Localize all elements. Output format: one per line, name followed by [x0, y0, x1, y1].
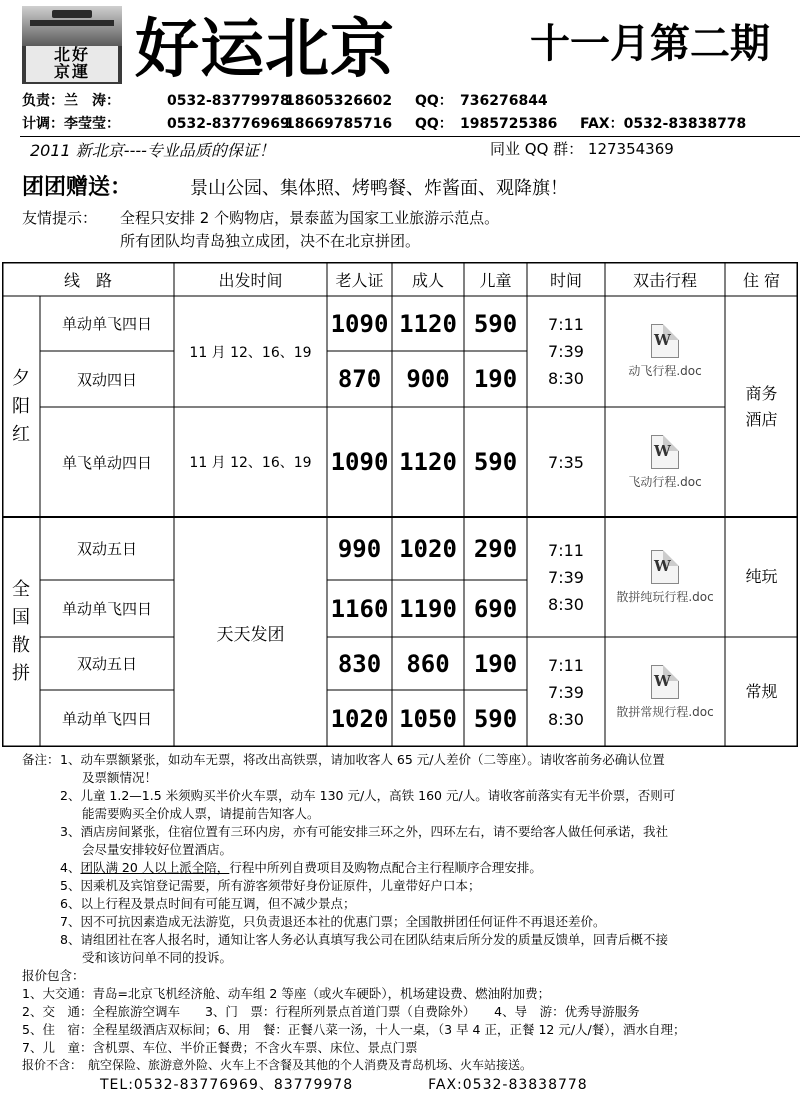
logo-text-2: 京運 — [53, 62, 90, 81]
price-child: 590 — [473, 704, 518, 733]
note-1b: 及票额情况！ — [82, 770, 158, 785]
route-name: 双动五日 — [76, 655, 137, 673]
accommodation-line: 酒店 — [745, 409, 778, 429]
time-value: 7:39 — [548, 342, 584, 361]
note-1a: 1、动车票额紧张，如动车无票，将改出高铁票，请加收客人 65 元/人差价（二等座）。请收客前务必确认位置 — [60, 752, 665, 767]
contact-mobile: 18669785716 — [285, 116, 393, 132]
tip-line-2: 所有团队均青岛独立成团，决不在北京拼团。 — [120, 232, 421, 250]
time-value: 8:30 — [548, 709, 584, 729]
header-divider — [20, 136, 800, 137]
note-8b: 受和该访问单不同的投诉。 — [82, 950, 233, 965]
price-adult: 1050 — [399, 704, 457, 733]
gate-roof-graphic — [22, 6, 122, 46]
accommodation: 常规 — [745, 682, 778, 701]
price-child: 590 — [473, 309, 518, 338]
includes-line-4: 7、儿 童：含机票、车位、半价正餐费；不含火车票、床位、景点门票 — [22, 1040, 418, 1055]
time-value: 7:11 — [548, 540, 584, 560]
accommodation: 纯玩 — [745, 567, 778, 586]
group-char: 散 — [12, 635, 30, 656]
note-3b: 会尽量安排较好位置酒店。 — [82, 842, 233, 857]
route-name: 双动五日 — [76, 540, 137, 558]
group-name-sunset — [2, 296, 40, 517]
route-name: 双动四日 — [76, 370, 137, 389]
route-name: 单动单飞四日 — [61, 600, 152, 618]
train-times — [527, 296, 605, 407]
contact-phone: 0532-83776969 — [167, 116, 290, 132]
route-name: 单动单飞四日 — [61, 710, 152, 728]
price-elder: 1020 — [330, 704, 389, 733]
itinerary-doc-link[interactable] — [605, 637, 725, 747]
time-value: 8:30 — [548, 594, 584, 614]
word-doc-icon[interactable]: W — [651, 665, 679, 699]
itinerary-doc-link[interactable] — [605, 407, 725, 517]
includes-label: 报价包含： — [22, 968, 85, 983]
group-char: 国 — [12, 607, 30, 628]
includes-line-2: 2、交 通：全程旅游空调车 3、门 票：行程所列景点首道门票（自费除外） 4、导 游：优秀导游服务 — [22, 1004, 640, 1019]
logo-text-1: 北好 — [53, 45, 90, 64]
issue-label: 十一月第二期 — [530, 21, 770, 67]
time-value: 7:11 — [548, 655, 584, 675]
doc-filename[interactable]: 散拼常规行程.doc — [616, 704, 714, 719]
note-4 — [60, 858, 542, 877]
itinerary-doc-link[interactable] — [605, 517, 725, 637]
price-adult: 1020 — [399, 534, 457, 563]
group-char: 全 — [12, 579, 30, 600]
qq-label: QQ： — [415, 93, 453, 109]
price-adult: 1190 — [399, 594, 457, 623]
header-route: 线 路 — [63, 270, 112, 290]
includes-line-1: 1、大交通：青岛=北京飞机经济舱、动车组 2 等座（或火车硬卧），机场建设费、燃油附加费； — [22, 986, 551, 1001]
price-adult: 860 — [406, 649, 450, 678]
price-child: 690 — [473, 594, 518, 623]
header-adult: 成人 — [411, 270, 444, 290]
doc-filename[interactable]: 散拼纯玩行程.doc — [616, 589, 714, 604]
qq-group: 同业 QQ 群： 127354369 — [490, 140, 674, 158]
doc-filename[interactable]: 动飞行程.doc — [628, 364, 702, 378]
word-doc-icon[interactable]: W — [651, 324, 679, 358]
note-4-escort: 团队满 20 人以上派全陪， — [80, 860, 230, 875]
doc-filename[interactable]: 飞动行程.doc — [628, 474, 702, 489]
notes-label: 备注： — [22, 752, 60, 767]
price-adult: 1120 — [399, 448, 457, 476]
price-child: 190 — [473, 365, 518, 393]
itinerary-doc-link[interactable] — [605, 296, 725, 407]
header-depart: 出发时间 — [218, 270, 283, 290]
contact-qq: 736276844 — [460, 93, 548, 109]
header-child: 儿童 — [479, 270, 512, 290]
contact-fax: FAX：0532-83838778 — [580, 116, 747, 132]
accommodation-line: 商务 — [745, 383, 778, 403]
header-time: 时间 — [549, 270, 582, 290]
time-value: 7:39 — [548, 682, 584, 702]
contact-qq: 1985725386 — [460, 116, 558, 132]
page-title: 好运北京 — [135, 12, 395, 87]
train-times — [527, 517, 605, 637]
time-value: 7:35 — [548, 452, 584, 472]
note-7: 7、因不可抗因素造成无法游览，只负责退还本社的优惠门票；全国散拼团任何证件不再退还差价。 — [60, 914, 606, 929]
price-elder: 1090 — [330, 309, 389, 338]
time-value: 7:39 — [548, 567, 584, 587]
slogan: 2011 新北京----专业品质的保证！ — [30, 141, 275, 160]
gift-label: 团团赠送： — [22, 175, 133, 200]
header-itinerary: 双击行程 — [632, 270, 697, 290]
time-value: 8:30 — [548, 369, 584, 388]
departure-daily: 天天发团 — [216, 624, 285, 645]
contact-phone: 0532-83779978 — [167, 93, 290, 109]
train-times — [527, 637, 605, 747]
word-doc-icon[interactable]: W — [651, 435, 679, 469]
accommodation — [725, 296, 798, 517]
word-doc-icon[interactable]: W — [651, 550, 679, 584]
contact-role: 负责：兰 涛： — [22, 93, 120, 109]
note-4-number: 4、 — [60, 860, 81, 875]
contact-role: 计调：李莹莹： — [22, 116, 120, 132]
note-4-rest: 行程中所列自费项目及购物点配合主行程顺序合理安排。 — [229, 860, 542, 875]
time-value: 7:11 — [548, 315, 584, 334]
price-child: 190 — [473, 649, 518, 678]
departure-dates: 11 月 12、16、19 — [189, 344, 312, 361]
logo-seal — [26, 46, 118, 82]
price-table — [2, 262, 798, 747]
departure-dates: 11 月 12、16、19 — [189, 455, 312, 471]
logo — [22, 6, 122, 84]
note-2b: 能需要购买全价成人票，请提前告知客人。 — [82, 806, 320, 821]
tip-line-1: 全程只安排 2 个购物店，景泰蓝为国家工业旅游示范点。 — [120, 209, 500, 227]
note-5: 5、因乘机及宾馆登记需要，所有游客须带好身份证原件，儿童带好户口本； — [60, 878, 481, 893]
group-char: 拼 — [12, 663, 30, 684]
contact-line-1 — [22, 90, 580, 110]
train-times — [527, 407, 605, 517]
contact-mobile: 18605326602 — [285, 93, 393, 109]
tip-label: 友情提示： — [22, 209, 98, 227]
route-name: 单动单飞四日 — [61, 315, 152, 333]
price-child: 590 — [473, 448, 518, 476]
contact-line-2 — [22, 113, 746, 133]
route-name: 单飞单动四日 — [61, 453, 152, 472]
price-child: 290 — [473, 534, 518, 563]
qq-label: QQ： — [415, 116, 453, 132]
price-adult: 1120 — [399, 309, 457, 338]
note-2a: 2、儿童 1.2—1.5 米须购买半价火车票，动车 130 元/人，高铁 160 元/人。请收客前落实有无半价票，否则可 — [60, 788, 676, 803]
header-elder: 老人证 — [335, 270, 384, 290]
price-elder: 1090 — [330, 448, 389, 476]
gift-items: 景山公园、集体照、烤鸭餐、炸酱面、观降旗！ — [190, 178, 568, 199]
price-adult: 900 — [406, 365, 450, 393]
price-elder: 1160 — [330, 594, 389, 623]
price-elder: 870 — [337, 365, 382, 393]
group-name-national — [2, 517, 40, 747]
group-char: 阳 — [12, 395, 30, 417]
group-char: 红 — [12, 423, 30, 445]
excludes-line: 报价不含： 航空保险、旅游意外险、火车上不含餐及其他的个人消费及青岛机场、火车站接送。 — [22, 1058, 533, 1072]
price-elder: 830 — [337, 649, 382, 678]
includes-line-3: 5、住 宿：全程星级酒店双标间；6、用 餐：正餐八菜一汤，十人一桌，（3 早 4 正，正餐 12 元/人/餐），酒水自理； — [22, 1022, 686, 1037]
footer-contact: TEL:0532-83776969、83779978 FAX:0532-83838778 — [100, 1077, 588, 1093]
note-3a: 3、酒店房间紧张，住宿位置有三环内房，亦有可能安排三环之外，四环左右，请不要给客人做任何承诺，我社 — [60, 824, 668, 839]
note-6: 6、以上行程及景点时间有可能互调，但不减少景点； — [60, 896, 356, 911]
note-8a: 8、请组团社在客人报名时，通知让客人务必认真填写我公司在团队结束后所分发的质量反馈单，回青后概不接 — [60, 932, 668, 947]
header-accommodation: 住 宿 — [742, 270, 781, 290]
price-elder: 990 — [337, 534, 382, 563]
group-char: 夕 — [12, 367, 30, 389]
